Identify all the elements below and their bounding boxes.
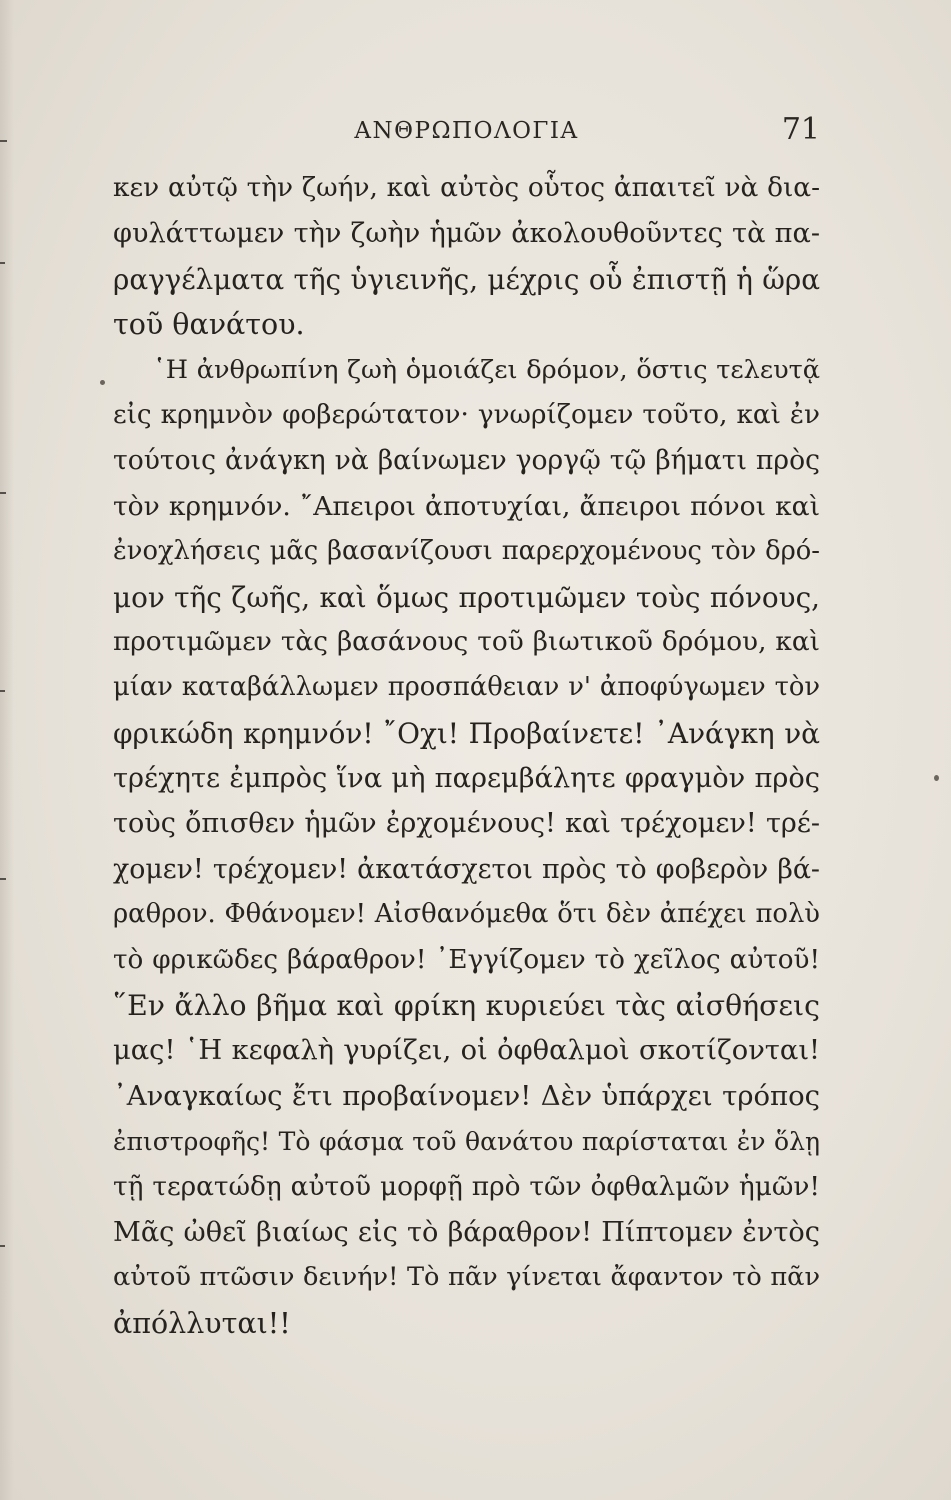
margin-mark [0,690,5,692]
text-line: μον τῆς ζωῆς, καὶ ὅμως προτιμῶμεν τοὺς πόνους, [113,580,820,614]
margin-mark [0,878,6,880]
body-text [113,166,820,1346]
text-line: τοῦ θανάτου. [113,308,305,342]
text-line: ῞Εν ἄλλο βῆμα καὶ φρίκη κυριεύει τὰς αἰσθήσεις [113,989,820,1023]
text-line: ραθρον. Φθάνομεν! Αἰσθανόμεθα ὅτι δὲν ἀπέχει πολὺ [113,899,820,930]
text-line: τῇ τερατώδῃ αὐτοῦ μορφῇ πρὸ τῶν ὀφθαλμῶν ἡμῶν! [113,1171,820,1202]
text-line: ἀπόλλυται!! [113,1306,291,1340]
margin-mark [0,262,5,264]
text-line: ραγγέλματα τῆς ὑγιεινῆς, μέχρις οὗ ἐπιστῇ ἡ ὥρα [113,262,820,296]
ink-speck [934,775,939,781]
margin-mark [0,492,6,494]
text-line: ῾Η ἀνθρωπίνη ζωὴ ὁμοιάζει δρόμον, ὅστις τελευτᾷ [153,354,820,385]
text-line: προτιμῶμεν τὰς βασάνους τοῦ βιωτικοῦ δρόμου, καὶ [113,626,820,657]
text-line: χομεν! τρέχομεν! ἀκατάσχετοι πρὸς τὸ φοβερὸν βά- [113,853,820,885]
margin-mark [0,1245,5,1247]
text-line: τούτοις ἀνάγκη νὰ βαίνωμεν γοργῷ τῷ βήματι πρὸς [113,445,820,477]
text-line: Μᾶς ὠθεῖ βιαίως εἰς τὸ βάραθρον! Πίπτομεν ἐντὸς [113,1216,820,1248]
text-line: κεν αὐτῷ τὴν ζωήν, καὶ αὐτὸς οὗτος ἀπαιτεῖ νὰ δια- [113,173,820,203]
ink-speck [100,380,105,385]
text-line: τοὺς ὄπισθεν ἡμῶν ἐρχομένους! καὶ τρέχομεν! τρέ- [113,808,820,840]
text-line: τὸ φρικῶδες βάραθρον! ᾿Εγγίζομεν τὸ χεῖλος αὐτοῦ! [113,944,820,975]
text-line: τὸν κρημνόν. ῎Απειροι ἀποτυχίαι, ἄπειροι πόνοι καὶ [113,490,820,522]
text-line: ἐπιστροφῆς! Τὸ φάσμα τοῦ θανάτου παρίσταται ἐν ὅλῃ [113,1127,820,1157]
page-number: 71 [781,112,820,147]
running-title: ΑΝΘΡΩΠΟΛΟΓΙΑ [354,118,579,144]
margin-mark [0,140,7,142]
text-line: φρικώδη κρημνόν! ῎Οχι! Προβαίνετε! ᾿Ανάγκη νὰ [113,716,820,750]
text-line: μας! ῾Η κεφαλὴ γυρίζει, οἱ ὀφθαλμοὶ σκοτίζονται! [113,1035,820,1067]
text-line: εἰς κρημνὸν φοβερώτατον· γνωρίζομεν τοῦτο, καὶ ἐν [113,399,820,430]
text-line: ἐνοχλήσεις μᾶς βασανίζουσι παρερχομένους τὸν δρό- [113,536,820,567]
text-line: μίαν καταβάλλωμεν προσπάθειαν ν' ἀποφύγωμεν τὸν [113,672,820,703]
text-line: τρέχητε ἐμπρὸς ἵνα μὴ παρεμβάλητε φραγμὸν πρὸς [113,763,820,795]
gutter-shadow [0,0,14,1500]
running-head [113,108,820,152]
text-line: αὐτοῦ πτῶσιν δεινήν! Τὸ πᾶν γίνεται ἄφαντον τὸ πᾶν [113,1262,820,1293]
text-line: ᾿Αναγκαίως ἔτι προβαίνομεν! Δὲν ὑπάρχει τρόπος [113,1079,820,1112]
text-line: φυλάττωμεν τὴν ζωὴν ἡμῶν ἀκολουθοῦντες τὰ πα- [113,218,820,250]
